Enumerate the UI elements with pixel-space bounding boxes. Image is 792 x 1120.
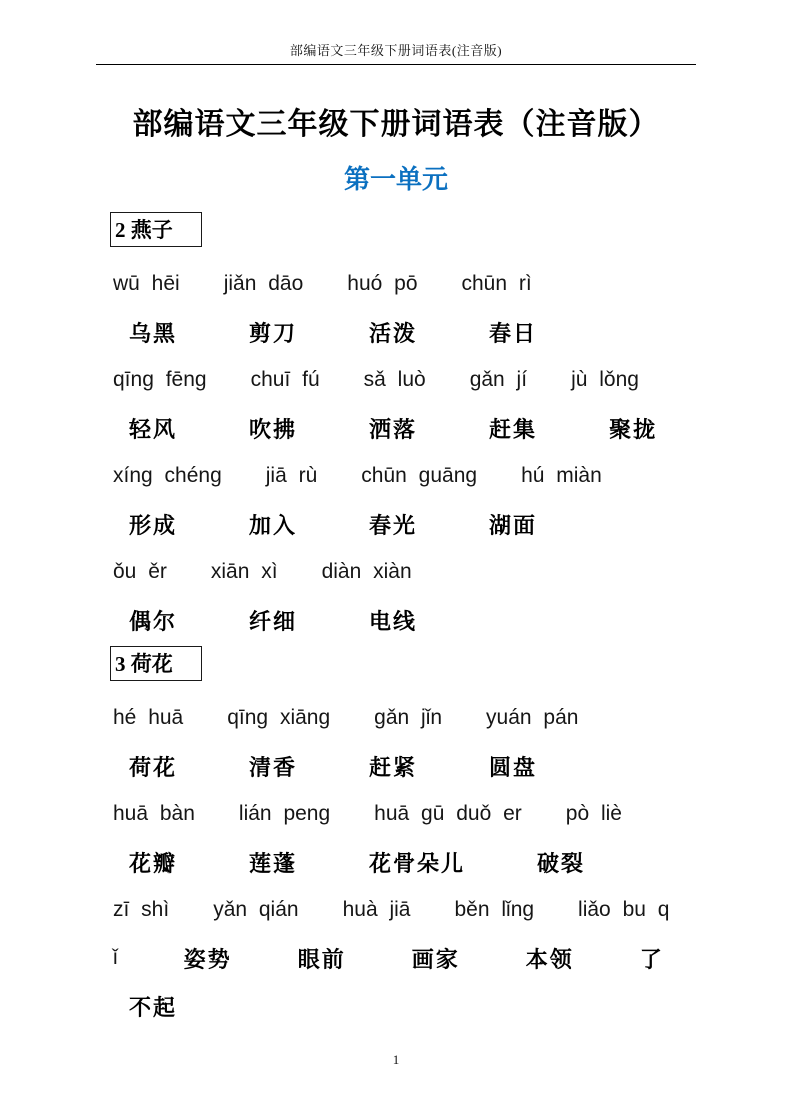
- word-token: 花瓣: [129, 850, 178, 876]
- word-token: 了: [639, 946, 664, 972]
- pinyin-token: huā bàn: [113, 802, 195, 825]
- word-token: 吹拂: [249, 416, 298, 442]
- vocab-line: [113, 356, 685, 404]
- word-token: 轻风: [129, 416, 178, 442]
- header-divider: [96, 64, 696, 65]
- word-token: 乌黑: [129, 320, 178, 346]
- word-token: 春日: [489, 320, 538, 346]
- pinyin-token: xíng chéng: [113, 464, 222, 487]
- lesson-title-box: 2 燕子: [110, 212, 202, 247]
- pinyin-token: diàn xiàn: [321, 560, 412, 583]
- word-token: 荷花: [129, 754, 178, 780]
- pinyin-token: yǎn qián: [213, 898, 299, 921]
- word-token: 花骨朵儿: [369, 850, 466, 876]
- vocab-line: [113, 404, 685, 452]
- vocab-line: [113, 934, 685, 982]
- page-number: 1: [392, 1052, 400, 1067]
- vocab-line: [113, 500, 685, 548]
- pinyin-token: jù lǒng: [571, 368, 639, 391]
- header-title: 部编语文三年级下册词语表(注音版): [289, 43, 503, 58]
- pinyin-token: yuán pán: [486, 706, 579, 729]
- word-token: 活泼: [369, 320, 418, 346]
- pinyin-token: lián peng: [238, 802, 331, 825]
- pinyin-token: zī shì: [113, 898, 170, 921]
- word-token: 姿势: [183, 946, 232, 972]
- word-token: 赶集: [489, 416, 538, 442]
- pinyin-token: hé huā: [113, 706, 184, 729]
- pinyin-token: gǎn jí: [469, 368, 528, 391]
- word-token: 纤细: [249, 608, 298, 634]
- pinyin-token: huā gū duǒ er: [374, 802, 522, 825]
- word-token: 剪刀: [249, 320, 298, 346]
- pinyin-token: qīng xiāng: [227, 706, 331, 729]
- pinyin-token: huà jiā: [342, 898, 411, 921]
- pinyin-token: gǎn jǐn: [374, 706, 443, 729]
- word-token: 加入: [249, 512, 298, 538]
- lesson-section-row: [113, 644, 685, 694]
- word-token: 圆盘: [489, 754, 538, 780]
- pinyin-token: ǐ: [113, 946, 118, 969]
- pinyin-token: huó pō: [347, 272, 418, 295]
- vocab-line: [113, 548, 685, 596]
- pinyin-token: xiān xì: [210, 560, 278, 583]
- lesson-section-row: [113, 210, 685, 260]
- pinyin-token: chuī fú: [250, 368, 320, 391]
- word-token: 春光: [369, 512, 418, 538]
- pinyin-token: chūn guāng: [361, 464, 478, 487]
- word-token: 电线: [369, 608, 418, 634]
- vocab-line: [113, 982, 685, 1030]
- vocabulary-content: [113, 210, 685, 1030]
- word-token: 莲蓬: [249, 850, 298, 876]
- vocab-line: [113, 694, 685, 742]
- pinyin-token: jiǎn dāo: [223, 272, 304, 295]
- vocab-line: [113, 260, 685, 308]
- vocab-line: [113, 452, 685, 500]
- word-token: 眼前: [297, 946, 346, 972]
- word-token: 本领: [525, 946, 574, 972]
- word-token: 画家: [411, 946, 460, 972]
- pinyin-token: ǒu ěr: [113, 560, 167, 583]
- pinyin-token: sǎ luò: [363, 368, 426, 391]
- word-token: 破裂: [537, 850, 586, 876]
- vocab-line: [113, 790, 685, 838]
- word-token: 清香: [249, 754, 298, 780]
- word-token: 形成: [129, 512, 178, 538]
- vocab-line: [113, 596, 685, 644]
- pinyin-token: běn lǐng: [454, 898, 535, 921]
- pinyin-token: liǎo bu q: [578, 898, 670, 921]
- vocab-line: [113, 308, 685, 356]
- pinyin-token: pò liè: [565, 802, 622, 825]
- word-token: 偶尔: [129, 608, 178, 634]
- unit-title: 第一单元: [343, 165, 448, 194]
- pinyin-token: qīng fēng: [113, 368, 207, 391]
- vocab-line: [113, 742, 685, 790]
- page-footer: [0, 1052, 792, 1068]
- document-title: 部编语文三年级下册词语表（注音版）: [132, 108, 660, 141]
- lesson-title-box: 3 荷花: [110, 646, 202, 681]
- pinyin-token: jiā rù: [265, 464, 318, 487]
- vocab-line: [113, 838, 685, 886]
- pinyin-token: wū hēi: [113, 272, 180, 295]
- pinyin-token: chūn rì: [461, 272, 532, 295]
- pinyin-token: hú miàn: [521, 464, 602, 487]
- word-token: 聚拢: [609, 416, 658, 442]
- word-token: 洒落: [369, 416, 418, 442]
- word-token: 不起: [129, 994, 178, 1020]
- page-header: [0, 0, 792, 59]
- vocab-line: [113, 886, 685, 934]
- word-token: 赶紧: [369, 754, 418, 780]
- word-token: 湖面: [489, 512, 538, 538]
